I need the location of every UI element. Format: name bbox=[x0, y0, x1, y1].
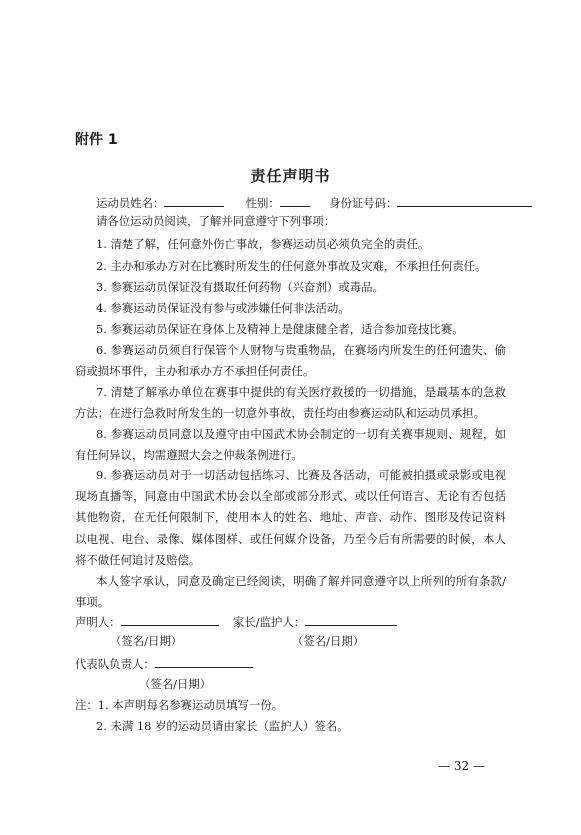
declarant-row bbox=[75, 614, 219, 630]
team-leader-signature-field[interactable] bbox=[155, 656, 253, 668]
item-4: 4. 参赛运动员保证没有参与或涉嫌任何非法活动。 bbox=[96, 301, 350, 315]
guardian-row bbox=[233, 614, 397, 630]
id-number-field[interactable] bbox=[397, 195, 532, 207]
annex-label: 附件 1 bbox=[75, 132, 118, 148]
item-2: 2. 主办和承办方对在比赛时所发生的任何意外事故及灾难，不承担任何责任。 bbox=[96, 259, 487, 273]
item-1: 1. 清楚了解，任何意外伤亡事故，参赛运动员必须负完全的责任。 bbox=[96, 237, 430, 251]
item-7: 7. 清楚了解承办单位在赛事中提供的有关医疗救援的一切措施，是最基本的急救方法；在进行急救时所发生的一切意外事故，责任均由参赛运动队和运动员承担。 bbox=[75, 385, 506, 421]
gender-field[interactable] bbox=[280, 195, 310, 207]
page-number: — 32 — bbox=[438, 759, 485, 773]
declarant-label: 声明人： bbox=[75, 615, 121, 629]
note-1: 注：1. 本声明每名参赛运动员填写一份。 bbox=[75, 698, 284, 712]
athlete-name-label: 运动员姓名： bbox=[96, 196, 165, 210]
info-row bbox=[96, 195, 532, 211]
guardian-label: 家长/监护人： bbox=[233, 615, 306, 629]
item-6: 6. 参赛运动员须自行保管个人财物与贵重物品，在赛场内所发生的任何遗失、偷窃或损坏事件，主办和承办方不承担任何责任。 bbox=[75, 343, 506, 379]
team-leader-row bbox=[75, 656, 253, 672]
guardian-signature-field[interactable] bbox=[305, 614, 397, 626]
declarant-sign-date: （签名/日期） bbox=[110, 634, 183, 648]
team-leader-label: 代表队负责人： bbox=[75, 657, 155, 671]
guardian-sign-date: （签名/日期） bbox=[292, 634, 365, 648]
item-8: 8. 参赛运动员同意以及遵守由中国武术协会制定的一切有关赛事规则、规程，如有任何异议，均需遵照大会之仲裁条例进行。 bbox=[75, 427, 506, 463]
item-3: 3. 参赛运动员保证没有摄取任何药物（兴奋剂）或毒品。 bbox=[96, 280, 384, 294]
item-9: 9. 参赛运动员对于一切活动包括练习、比赛及各活动，可能被拍摄或录影或电视现场直播等，同意由中国武术协会以全部或部分形式、或以任何语言、无论有否包括其他物资，在无任何限制下，使用本人的姓名、地址、声音、动作、图形及传记资料以电视、电台、录像、媒体图样、或任何媒介设备，乃至今后有所需要的时候，本人将不做任何追讨及赔偿。 bbox=[75, 468, 506, 567]
document-title: 责任声明书 bbox=[250, 167, 331, 185]
team-leader-sign-date: （签名/日期） bbox=[139, 677, 212, 691]
gender-label: 性别： bbox=[245, 196, 280, 210]
intro-text: 请各位运动员阅读，了解并同意遵守下列事项： bbox=[96, 214, 336, 228]
declarant-signature-field[interactable] bbox=[121, 614, 219, 626]
athlete-name-field[interactable] bbox=[164, 195, 224, 207]
item-5: 5. 参赛运动员保证在身体上及精神上是健康健全者，适合参加竞技比赛。 bbox=[96, 322, 464, 336]
consent-text: 本人签字承认，同意及确定已经阅读，明确了解并同意遵守以上所列的所有条款/事项。 bbox=[75, 574, 506, 610]
note-2: 2. 未满 18 岁的运动员请由家长（监护人）签名。 bbox=[96, 719, 349, 733]
id-number-label: 身份证号码： bbox=[329, 196, 398, 210]
